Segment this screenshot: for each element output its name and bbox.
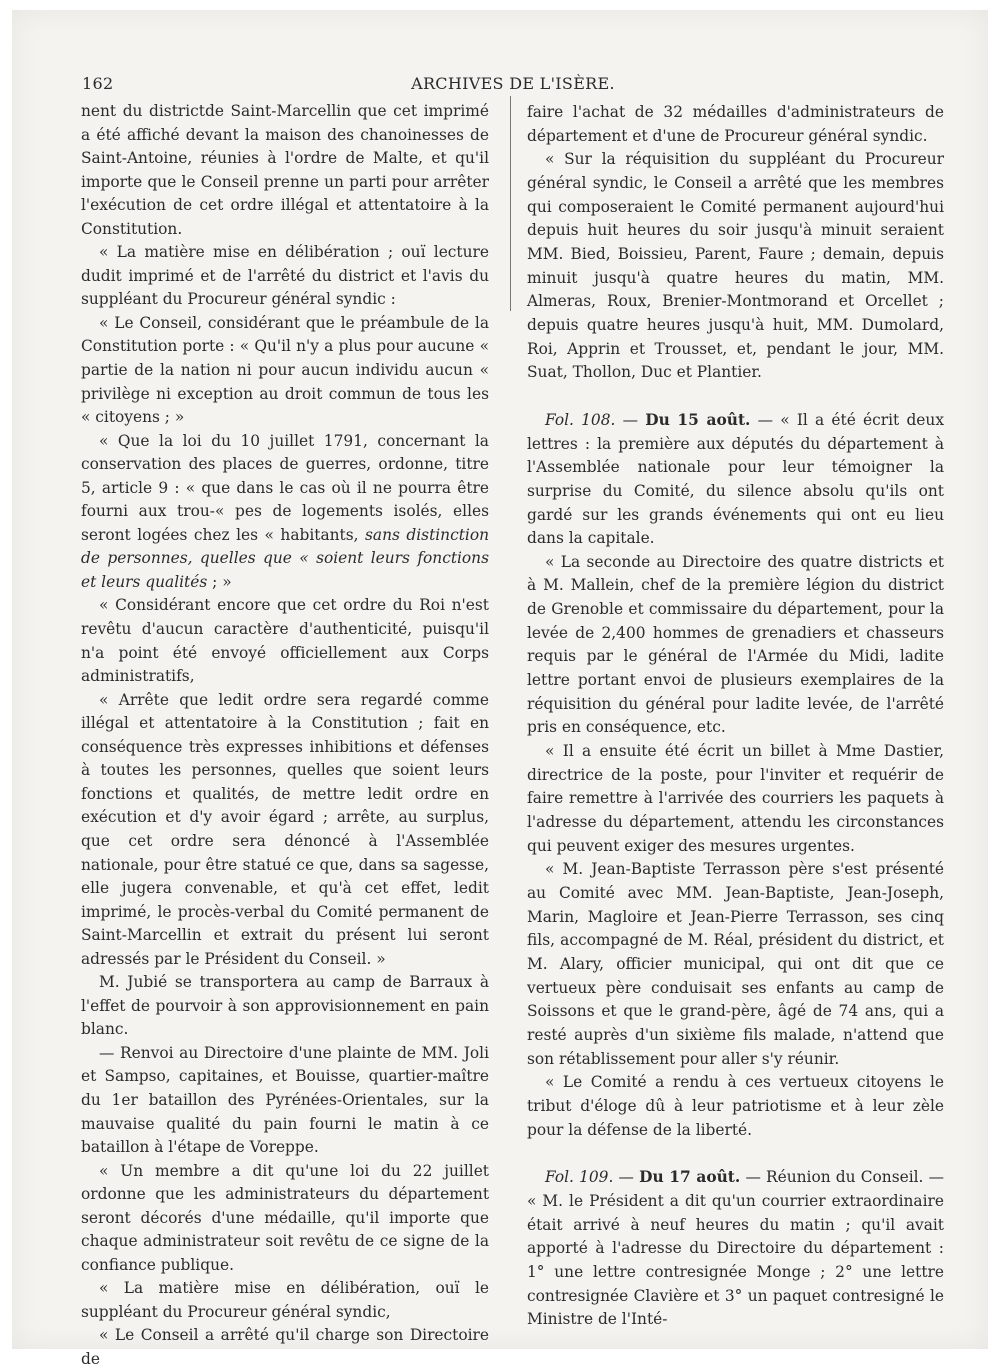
paragraph: M. Jubié se transportera au camp de Barraux à l'effet de pourvoir à son approvisionnement en pain blanc. [81, 973, 489, 1039]
paragraph: « La matière mise en délibération, ouï le suppléant du Procureur général syndic, [81, 1279, 489, 1321]
page-header [82, 74, 944, 98]
entry-date: Du 17 août. [639, 1168, 741, 1187]
folio-reference: Fol. 108. [545, 410, 616, 429]
paragraph: « Sur la réquisition du suppléant du Procureur général syndic, le Conseil a arrêté que les membres qui composeraient le Comité permanent aujourd'hui depuis huit heures du soir jusqu'à minuit seraient MM. Bied, Boissieu, Parent, Faure ; demain, depuis minuit jusqu'à quatre heures du matin, MM. Almeras, Roux, Brenier-Montmorand et Orcellet ; depuis quatre heures jusqu'à huit, MM. Dumolard, Roi, Apprin et Trousset, et, pendant le jour, MM. Suat, Thollon, Duc et Plantier. [527, 150, 944, 382]
dash: — [613, 1168, 640, 1187]
paragraph: « La matière mise en délibération ; ouï lecture dudit imprimé et de l'arrêté du district et l'avis du suppléant du Procureur général syndic : [81, 243, 489, 309]
paragraph: « Il a ensuite été écrit un billet à Mme Dastier, directrice de la poste, pour l'inviter et requérir de faire remettre à l'arrivée des courriers les paquets à l'adresse du département, attendu les circonstances qui peuvent exiger des mesures urgentes. [527, 742, 944, 855]
paragraph: « Le Conseil a arrêté qu'il charge son Directoire de [81, 1326, 489, 1368]
paragraph-text: « Que la loi du 10 juillet 1791, concernant la conservation des places de guerres, ordonne, titre 5, article 9 : « que dans le cas où il ne pourra être fourni aux trou-« pes de logements isolés, elles seront logées chez les « habitants, [81, 431, 489, 544]
paragraph: « Considérant encore que cet ordre du Roi n'est revêtu d'aucun caractère d'authenticité, puisqu'il n'a point été envoyé officiellement aux Corps administratifs, [81, 596, 489, 686]
left-column [81, 100, 489, 1372]
entry-heading-paragraph [527, 409, 944, 551]
paragraph: « M. Jean-Baptiste Terrasson père s'est présenté au Comité avec MM. Jean-Baptiste, Jean-Joseph, Marin, Magloire et Jean-Pierre Terrasson, ses cinq fils, accompagné de M. Réal, président du district, et M. Alary, officier municipal, qui ont dit que ce vertueux père conduisait ses enfants au camp de Soissons et que le grand-père, âgé de 74 ans, qui a resté auprès d'un sixième fils malade, n'attend que son rétablissement pour aller s'y réunir. [527, 860, 944, 1068]
folio-reference: Fol. 109. [545, 1168, 614, 1187]
dash: — [615, 410, 646, 429]
paragraph: « Le Conseil, considérant que le préambule de la Constitution porte : « Qu'il n'y a plus pour aucune « partie de la nation ni pour aucun individu aucun « privilège ni exception au droit commun de tous les « citoyens ; » [81, 313, 489, 427]
entry-heading-paragraph [527, 1166, 944, 1332]
paragraph-text: — « Il a été écrit deux lettres : la première aux députés du département à l'Assemblée nationale pour leur témoigner la surprise du Comité, du silence absolu qu'ils ont gardé sur les grands événements qui ont eu lieu dans la capitale. [527, 410, 944, 548]
paragraph: « Un membre a dit qu'une loi du 22 juillet ordonne que les administrateurs du département seront décorés d'une médaille, qu'il importe que chaque administrateur soit revêtu de ce signe de la confiance publique. [81, 1161, 489, 1274]
paragraph: nent du districtde Saint-Marcellin que cet imprimé a été affiché devant la maison des chanoinesses de Saint-Antoine, réunies à l'ordre de Malte, et qu'il importe que le Conseil prenne un parti pour arrêter l'exécution de cet ordre illégal et attentatoire à la Constitution. [81, 102, 489, 238]
paragraph-text: — Réunion du Conseil. — « M. le Président a dit qu'un courrier extraordinaire était arrivé à neuf heures du matin ; qu'il avait apporté à l'adresse du Directoire du département : 1° une lettre contresignée Monge ; 2° une lettre contresignée Clavière et 3° un paquet contresigné le Ministre de l'Inté- [527, 1168, 945, 1329]
paragraph: — Renvoi au Directoire d'une plainte de MM. Joli et Sampso, capitaines, et Bouisse, quartier-maître du 1er bataillon des Pyrénées-Orientales, sur la mauvaise qualité du pain fourni le matin à ce bataillon à l'étape de Voreppe. [81, 1043, 489, 1157]
paragraph: « La seconde au Directoire des quatre districts et à M. Mallein, chef de la première légion du district de Grenoble et commissaire du département, pour la levée de 2,400 hommes de grenadiers et chasseurs requis par le général de l'Armée du Midi, ladite lettre portant envoi de plusieurs exemplaires de la réquisition du général pour ladite levée, de l'arrêté pris en conséquence, etc. [527, 552, 944, 737]
paragraph: « Arrête que ledit ordre sera regardé comme illégal et attentatoire à la Constitution ; fait en conséquence très expresses inhibitions et défenses à toutes les personnes, quelles que soient leurs fonctions et qualités, de mettre ledit ordre en exécution et d'y avoir égard ; arrête, au surplus, que cet ordre sera dénoncé à l'Assemblée nationale, pour être statué ce que, dans sa sagesse, elle jugera convenable, et qu'à cet effet, ledit imprimé, le procès-verbal du Comité permanent de Saint-Marcellin et extrait du présent lui seront adressés par le Président du Conseil. » [81, 690, 489, 968]
paragraph-text: ; » [207, 572, 232, 591]
paragraph [81, 430, 489, 595]
paragraph: faire l'achat de 32 médailles d'administrateurs de département et d'une de Procureur général syndic. [527, 103, 944, 145]
running-title: ARCHIVES DE L'ISÈRE. [411, 74, 615, 93]
right-column [527, 101, 944, 1332]
column-divider [510, 96, 511, 311]
page-number: 162 [82, 74, 114, 93]
entry-date: Du 15 août. [645, 410, 751, 429]
italic-quote: sans distinction de personnes, quelles que « soient leurs fonctions et leurs qualités [81, 525, 490, 591]
paragraph: « Le Comité a rendu à ces vertueux citoyens le tribut d'éloge dû à leur patriotisme et à leur zèle pour la défense de la liberté. [527, 1073, 944, 1139]
